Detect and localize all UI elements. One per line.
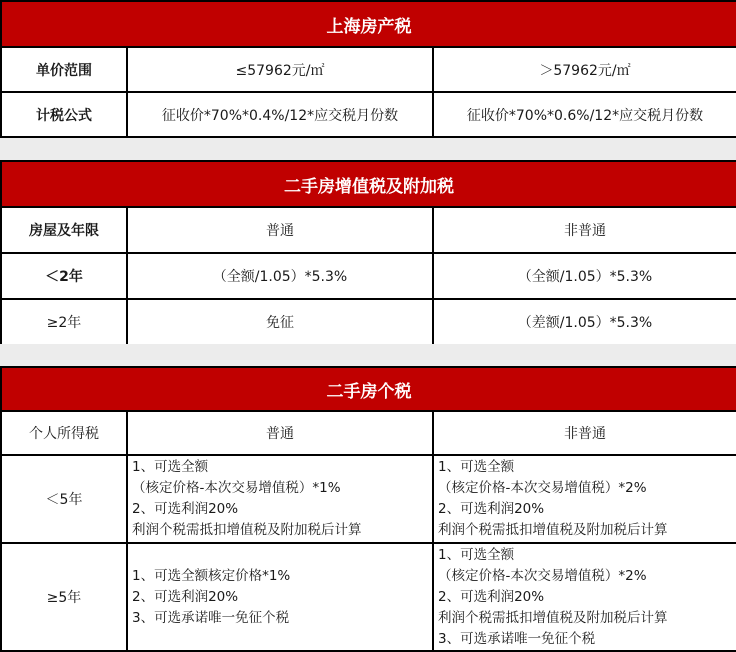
table-cell bbox=[127, 543, 433, 651]
cell-line: 2、可选利润20% bbox=[438, 588, 545, 605]
table-cell: ≤57962元/㎡ bbox=[127, 47, 433, 92]
column-header-label: 房屋及年限 bbox=[1, 207, 127, 253]
section-title: 二手房个税 bbox=[1, 367, 736, 411]
column-header: 非普通 bbox=[433, 411, 736, 455]
cell-line: 利润个税需抵扣增值税及附加税后计算 bbox=[438, 522, 668, 538]
section-divider bbox=[0, 138, 736, 160]
section-title: 二手房增值税及附加税 bbox=[1, 161, 736, 207]
cell-line: 2、可选利润20% bbox=[132, 588, 239, 605]
cell-line: 3、可选承诺唯一免征个税 bbox=[438, 630, 596, 647]
table-cell: （全额/1.05）*5.3% bbox=[433, 253, 736, 299]
cell-line: 利润个税需抵扣增值税及附加税后计算 bbox=[438, 609, 668, 626]
row-label: ≥2年 bbox=[1, 299, 127, 345]
table-cell bbox=[127, 455, 433, 543]
row-label: 计税公式 bbox=[1, 92, 127, 137]
table-cell: （差额/1.05）*5.3% bbox=[433, 299, 736, 345]
cell-line: 2、可选利润20% bbox=[438, 501, 545, 517]
column-header-label: 个人所得税 bbox=[1, 411, 127, 455]
table-cell bbox=[433, 455, 736, 543]
cell-line: 1、可选全额核定价格*1% bbox=[132, 567, 291, 584]
vat-surcharge-section bbox=[0, 160, 736, 346]
personal-income-tax-section bbox=[0, 366, 736, 652]
cell-line: （核定价格-本次交易增值税）*1% bbox=[132, 480, 341, 496]
section-divider bbox=[0, 344, 736, 366]
column-header: 普通 bbox=[127, 411, 433, 455]
cell-line: 利润个税需抵扣增值税及附加税后计算 bbox=[132, 522, 362, 538]
cell-line: （核定价格-本次交易增值税）*2% bbox=[438, 480, 647, 496]
section-title: 上海房产税 bbox=[1, 1, 736, 47]
column-header: 非普通 bbox=[433, 207, 736, 253]
shanghai-property-tax-section bbox=[0, 0, 736, 138]
table-cell: 免征 bbox=[127, 299, 433, 345]
cell-line: （核定价格-本次交易增值税）*2% bbox=[438, 567, 647, 584]
row-label: ＜2年 bbox=[1, 253, 127, 299]
cell-line: 1、可选全额 bbox=[132, 459, 209, 475]
row-label: ＜5年 bbox=[1, 455, 127, 543]
column-header: 普通 bbox=[127, 207, 433, 253]
table-cell: 征收价*70%*0.4%/12*应交税月份数 bbox=[127, 92, 433, 137]
cell-line: 2、可选利润20% bbox=[132, 501, 239, 517]
table-cell: 征收价*70%*0.6%/12*应交税月份数 bbox=[433, 92, 736, 137]
row-label: 单价范围 bbox=[1, 47, 127, 92]
shanghai-property-tax-table bbox=[0, 0, 736, 138]
table-cell: （全额/1.05）*5.3% bbox=[127, 253, 433, 299]
cell-line: 1、可选全额 bbox=[438, 459, 515, 475]
personal-income-tax-table bbox=[0, 366, 736, 652]
cell-line: 3、可选承诺唯一免征个税 bbox=[132, 609, 290, 626]
table-cell bbox=[433, 543, 736, 651]
row-label: ≥5年 bbox=[1, 543, 127, 651]
table-cell: ＞57962元/㎡ bbox=[433, 47, 736, 92]
cell-line: 1、可选全额 bbox=[438, 546, 515, 563]
vat-surcharge-table bbox=[0, 160, 736, 346]
